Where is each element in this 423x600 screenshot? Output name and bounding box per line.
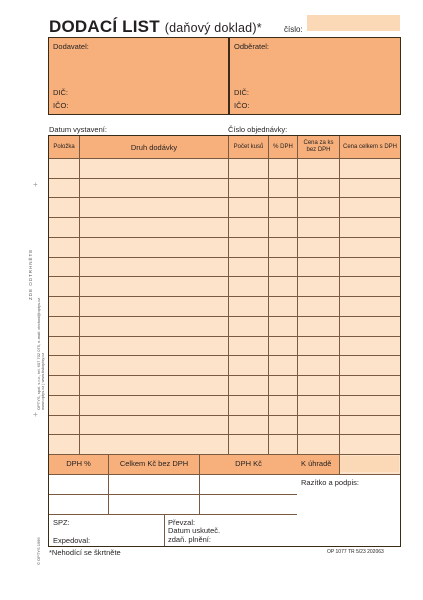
publisher-info: OPTYS, spol. s r.o., tel. 607 702 075, e-mail: obchod@optys.cz xyxy=(36,297,41,410)
table-row-line xyxy=(49,375,400,376)
number-field[interactable] xyxy=(307,15,400,31)
col-header-druh: Druh dodávky xyxy=(130,142,178,152)
total-due-field[interactable] xyxy=(339,456,399,472)
col-header-cena-ks: Cena za ks bez DPH xyxy=(303,140,334,153)
stamp-signature-label: Razítko a podpis: xyxy=(301,478,359,487)
parties-block xyxy=(48,37,401,115)
col-header-pocet: Počet kusů xyxy=(233,143,264,150)
copyright-note: © OPTYS 1996 xyxy=(36,537,41,565)
footer-col-divider xyxy=(164,514,165,546)
taxable-date-label-1: Datum uskuteč. xyxy=(168,526,221,535)
col-divider xyxy=(228,136,229,454)
vat-amount-label: DPH Kč xyxy=(235,459,262,468)
table-row-line xyxy=(49,158,400,159)
publisher-web: www.optys.cz | www.tiskopisy.cz xyxy=(40,352,45,410)
supplier-label: Dodavatel: xyxy=(53,42,89,51)
received-by-label: Převzal: xyxy=(168,518,196,527)
table-row-line xyxy=(49,178,400,179)
table-row-line xyxy=(49,276,400,277)
table-row-line xyxy=(49,355,400,356)
customer-label: Odběratel: xyxy=(234,42,270,51)
total-due-label: K úhradě xyxy=(301,459,332,468)
summary-bottom-line xyxy=(49,474,400,475)
total-without-vat-label: Celkem Kč bez DPH xyxy=(119,459,189,468)
form-code: OP 1077 TR 5/23 202063 xyxy=(327,549,384,555)
table-row-line xyxy=(49,237,400,238)
dph-pct-label: DPH % xyxy=(66,459,91,468)
plate-number-label: SPZ: xyxy=(53,518,70,527)
parties-divider xyxy=(228,37,230,115)
col-header-polozka: Položka xyxy=(53,143,75,150)
col-header-dph-pct: % DPH xyxy=(273,143,293,150)
table-row-line xyxy=(49,217,400,218)
table-row-line xyxy=(49,316,400,317)
dispatched-by-label: Expedoval: xyxy=(53,536,91,545)
summary-top-line xyxy=(49,454,400,455)
footnote: *Nehodící se škrtněte xyxy=(49,548,121,557)
col-divider xyxy=(268,136,269,454)
table-row-line xyxy=(49,296,400,297)
document-subtitle: (daňový doklad)* xyxy=(164,21,262,35)
col-divider xyxy=(339,136,340,474)
taxable-date-label-2: zdaň. plnění: xyxy=(168,535,211,544)
summary-col-divider xyxy=(339,454,340,474)
customer-ico-label: IČO: xyxy=(234,101,250,110)
customer-dic-label: DIČ: xyxy=(234,88,249,97)
table-row-line xyxy=(49,336,400,337)
document-title: DODACÍ LIST (daňový doklad)* xyxy=(49,17,262,36)
order-number-label: Číslo objednávky: xyxy=(228,125,288,134)
table-row-line xyxy=(49,395,400,396)
supplier-dic-label: DIČ: xyxy=(53,88,68,97)
supplier-ico-label: IČO: xyxy=(53,101,69,110)
punch-mark-icon: + xyxy=(33,410,38,419)
punch-mark-icon: + xyxy=(33,180,38,189)
tear-off-label: ZDE ODTRHNĚTE xyxy=(28,248,33,300)
table-row-line xyxy=(49,434,400,435)
number-label: číslo: xyxy=(284,25,303,34)
summary-row-line xyxy=(49,494,297,495)
col-divider xyxy=(79,136,80,454)
table-row-line xyxy=(49,257,400,258)
table-row-line xyxy=(49,415,400,416)
table-row-line xyxy=(49,197,400,198)
col-header-cena-celkem: Cena celkem s DPH xyxy=(342,143,398,150)
issue-date-label: Datum vystavení: xyxy=(49,125,107,134)
summary-row-line xyxy=(49,514,297,515)
